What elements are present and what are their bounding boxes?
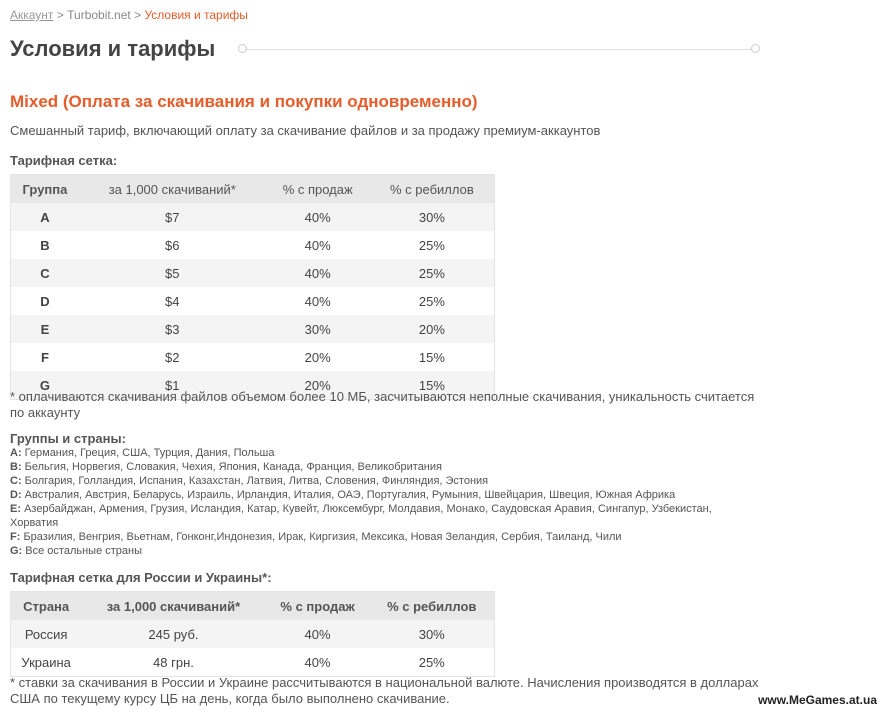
table-row (11, 648, 495, 677)
group-cell: A (11, 203, 79, 231)
page-title: Условия и тарифы (10, 36, 216, 61)
group-countries: Австралия, Австрия, Беларусь, Израиль, Ирландия, Италия, ОАЭ, Португалия, Румыния, Швейцария, Швеция, Южная Африка (24, 489, 676, 501)
rebill-cell: 25% (370, 259, 495, 287)
table-header-row (11, 175, 495, 204)
table-row (11, 231, 495, 259)
sales-cell: 40% (304, 237, 331, 253)
column-header: % с продаж (266, 592, 370, 621)
group-cell: F (40, 349, 49, 365)
breadcrumb (10, 8, 248, 22)
price-cell: 48 грн. (153, 654, 194, 670)
group-cell: B (40, 237, 50, 253)
country-cell: Украина (21, 654, 71, 670)
table-row (11, 287, 495, 315)
table-row (11, 620, 495, 648)
group-letter: G: (10, 545, 23, 557)
group-line (10, 460, 730, 474)
sales-cell: 40% (266, 203, 370, 231)
rebill-cell: 25% (418, 237, 445, 253)
table-header-row (11, 592, 495, 621)
watermark: www.MeGames.at.ua (758, 693, 877, 707)
rates-table (10, 174, 495, 400)
title-divider (242, 49, 756, 50)
price-cell: 245 руб. (81, 620, 265, 648)
group-letter: B: (10, 461, 22, 473)
group-line (10, 446, 730, 460)
rebill-cell: 25% (418, 293, 445, 309)
column-header: за 1,000 скачиваний* (79, 175, 266, 204)
rebill-cell: 15% (418, 349, 445, 365)
page-title-row (10, 36, 760, 66)
table-row (11, 343, 495, 371)
breadcrumb-separator: > (56, 8, 64, 22)
sales-cell: 40% (304, 654, 331, 670)
price-cell: $2 (165, 349, 180, 365)
rebill-cell: 25% (418, 654, 445, 670)
price-cell: $6 (165, 237, 180, 253)
group-countries: Азербайджан, Армения, Грузия, Исландия, Катар, Кувейт, Люксембург, Молдавия, Монако, Саудовская Аравия, Сингапур, Узбекистан, Хорватия (10, 503, 712, 529)
breadcrumb-account-link[interactable]: Аккаунт (10, 8, 54, 22)
breadcrumb-current: Условия и тарифы (144, 8, 248, 22)
column-header: Страна (11, 592, 82, 621)
group-countries: Бразилия, Венгрия, Вьетнам, Гонконг,Индонезия, Ирак, Киргизия, Мексика, Новая Зеландия, Сербия, Таиланд, Чили (23, 531, 622, 543)
rates-title: Тарифная сетка: (10, 153, 118, 168)
price-cell: $1 (79, 371, 266, 400)
ru-ua-rates-table (10, 591, 495, 677)
price-cell: $7 (79, 203, 266, 231)
sales-cell: 40% (266, 620, 370, 648)
group-line (10, 502, 730, 530)
group-cell: D (40, 293, 50, 309)
sales-cell: 20% (266, 371, 370, 400)
group-countries: Бельгия, Норвегия, Словакия, Чехия, Япония, Канада, Франция, Великобритания (24, 461, 442, 473)
group-line (10, 474, 730, 488)
sales-cell: 40% (266, 259, 370, 287)
group-letter: E: (10, 503, 21, 515)
group-letter: F: (10, 531, 21, 543)
breadcrumb-site: Turbobit.net (67, 8, 131, 22)
column-header: % с продаж (266, 175, 370, 204)
rebill-cell: 20% (370, 315, 495, 343)
country-cell: Россия (11, 620, 82, 648)
sales-cell: 30% (266, 315, 370, 343)
divider-ring-icon (751, 44, 760, 53)
group-letter: D: (10, 489, 22, 501)
rebill-cell: 15% (370, 371, 495, 400)
group-cell: E (11, 315, 79, 343)
divider-ring-icon (238, 44, 247, 53)
table-row (11, 315, 495, 343)
sales-cell: 40% (304, 293, 331, 309)
breadcrumb-separator: > (134, 8, 142, 22)
rates-footnote: * оплачиваются скачивания файлов объемом более 10 МБ, засчитываются неполные скачивания, уникальность считается по аккаунту (10, 389, 755, 420)
plan-title: Mixed (Оплата за скачивания и покупки одновременно) (10, 92, 478, 111)
group-countries: Германия, Греция, США, Турция, Дания, Польша (24, 447, 275, 459)
group-line (10, 530, 730, 544)
group-cell: G (11, 371, 79, 400)
column-header: за 1,000 скачиваний* (81, 592, 265, 621)
price-cell: $5 (79, 259, 266, 287)
group-letter: C: (10, 475, 22, 487)
column-header: Группа (11, 175, 79, 204)
groups-section (10, 432, 730, 558)
ru-ua-rates-title: Тарифная сетка для России и Украины*: (10, 570, 272, 585)
sales-cell: 20% (304, 349, 331, 365)
group-countries: Болгария, Голландия, Испания, Казахстан, Латвия, Литва, Словения, Финляндия, Эстония (24, 475, 489, 487)
table-row (11, 259, 495, 287)
plan-description: Смешанный тариф, включающий оплату за скачивание файлов и за продажу премиум-аккаунтов (10, 123, 601, 138)
rebill-cell: 30% (369, 620, 494, 648)
group-letter: A: (10, 447, 22, 459)
column-header: % с ребиллов (370, 175, 495, 204)
group-cell: C (11, 259, 79, 287)
column-header: % с ребиллов (369, 592, 494, 621)
group-countries: Все остальные страны (25, 545, 143, 557)
table-row (11, 203, 495, 231)
ru-ua-footnote: * ставки за скачивания в России и Украине рассчитываются в национальной валюте. Начисления производятся в долларах США по текущему курсу ЦБ на день, когда было выполнено скачивание. (10, 675, 759, 706)
rebill-cell: 30% (370, 203, 495, 231)
group-line (10, 544, 730, 558)
groups-title: Группы и страны: (10, 431, 126, 446)
price-cell: $3 (79, 315, 266, 343)
price-cell: $4 (165, 293, 180, 309)
group-line (10, 488, 730, 502)
